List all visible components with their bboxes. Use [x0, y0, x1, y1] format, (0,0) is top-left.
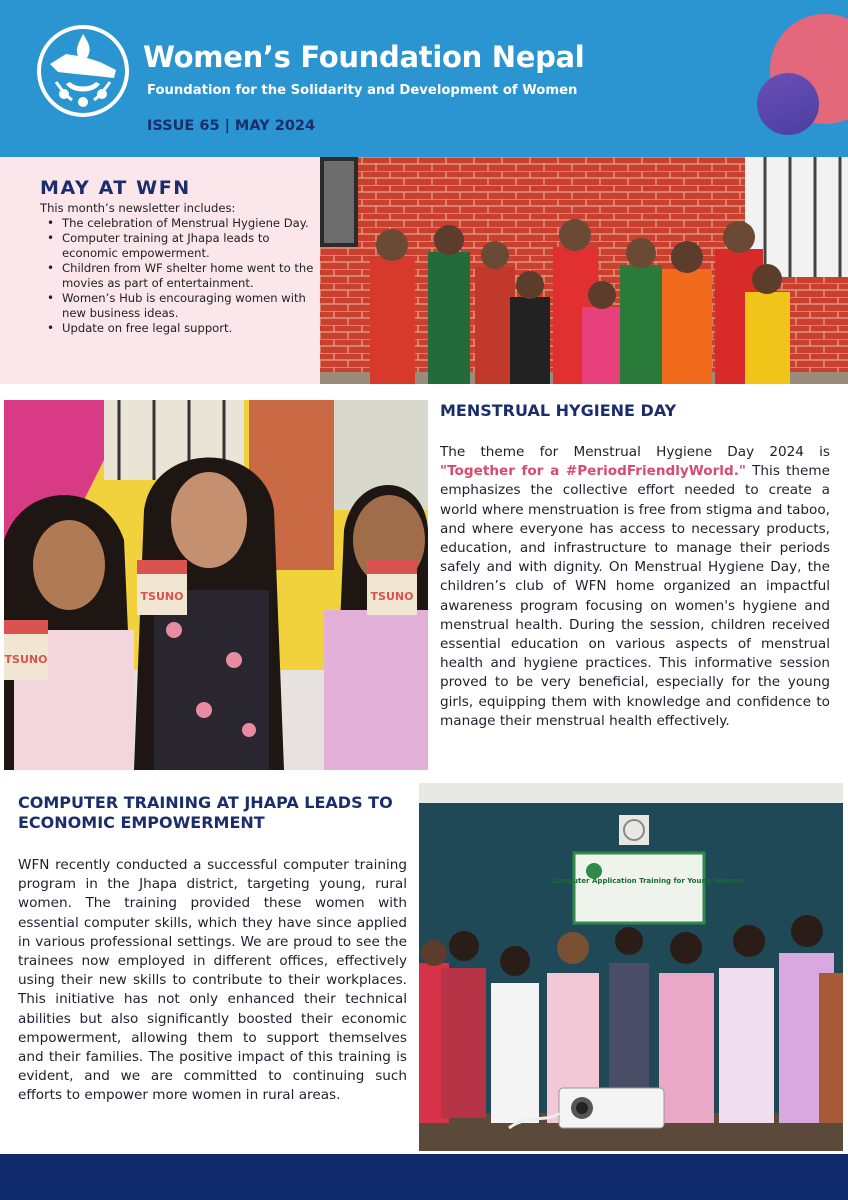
list-item: • Update on free legal support.	[46, 321, 316, 336]
list-item: • Women’s Hub is encouraging women with new business ideas.	[46, 291, 316, 321]
product-box	[4, 620, 48, 680]
decorative-circle-purple	[757, 73, 819, 135]
product-box	[367, 560, 417, 615]
theme-highlight: "Together for a #PeriodFriendlyWorld."	[440, 463, 746, 480]
computer-training-body: WFN recently conducted a successful computer training program in the Jhapa district, targeting young, rural women. The training provided these women with essential computer skills, which they have since applied in various professional settings. We are proud to see the trainees now employed in different offices, effectively using their new skills to contribute to their workplaces. This initiative has not only enhanced their technical abilities but also significantly boosted their economic empowerment, allowing them to support themselves and their families. The positive impact of this training is evident, and we are committed to continuing such efforts to empower more women in rural areas.	[18, 857, 407, 1104]
organization-subtitle: Foundation for the Solidarity and Development of Women	[147, 83, 578, 98]
product-box-label: TSUNO	[370, 590, 414, 603]
body-text-rest: This theme emphasizes the collective effort needed to create a world where menstruation is free from stigma and taboo, and where everyone has access to necessary products, education, and infrastructure to manage their periods safely and with dignity. On Menstrual Hygiene Day, the children’s club of WFN home organized an impactful awareness program focusing on women's hygiene and menstrual health. During the session, children received essential education on various aspects of menstrual health and hygiene practices. This informative session proved to be very beneficial, especially for the young girls, equipping them with knowledge and confidence to manage their menstrual health effectively.	[440, 463, 830, 729]
girls-with-sanitary-pads-photo	[4, 400, 428, 770]
training-banner-text: Computer Application Training for Young Women	[550, 877, 744, 885]
footer-bar	[0, 1154, 848, 1200]
product-box-label: TSUNO	[140, 590, 184, 603]
may-at-wfn-intro: This month’s newsletter includes:	[40, 201, 236, 215]
menstrual-hygiene-title: MENSTRUAL HYGIENE DAY	[440, 401, 677, 420]
product-box	[137, 560, 187, 615]
wfn-logo-icon	[36, 24, 130, 118]
organization-title: Women’s Foundation Nepal	[143, 40, 585, 74]
menstrual-hygiene-body	[440, 443, 830, 731]
may-at-wfn-title: MAY AT WFN	[40, 177, 191, 199]
computer-training-title: COMPUTER TRAINING AT JHAPA LEADS TO ECONOMIC EMPOWERMENT	[18, 793, 393, 832]
issue-label: ISSUE 65 | MAY 2024	[147, 118, 316, 134]
product-box-label: TSUNO	[4, 653, 48, 666]
computer-training-group-photo	[419, 783, 843, 1151]
body-text-intro: The theme for Menstrual Hygiene Day 2024 is	[440, 444, 830, 460]
list-item: • Children from WF shelter home went to the movies as part of entertainment.	[46, 261, 316, 291]
list-item: • The celebration of Menstrual Hygiene Day.	[46, 216, 316, 231]
list-item: • Computer training at Jhapa leads to economic empowerment.	[46, 231, 316, 261]
projector-icon	[559, 1088, 664, 1128]
may-at-wfn-list	[46, 216, 316, 336]
children-group-photo	[320, 157, 848, 384]
newsletter-header	[0, 0, 848, 157]
